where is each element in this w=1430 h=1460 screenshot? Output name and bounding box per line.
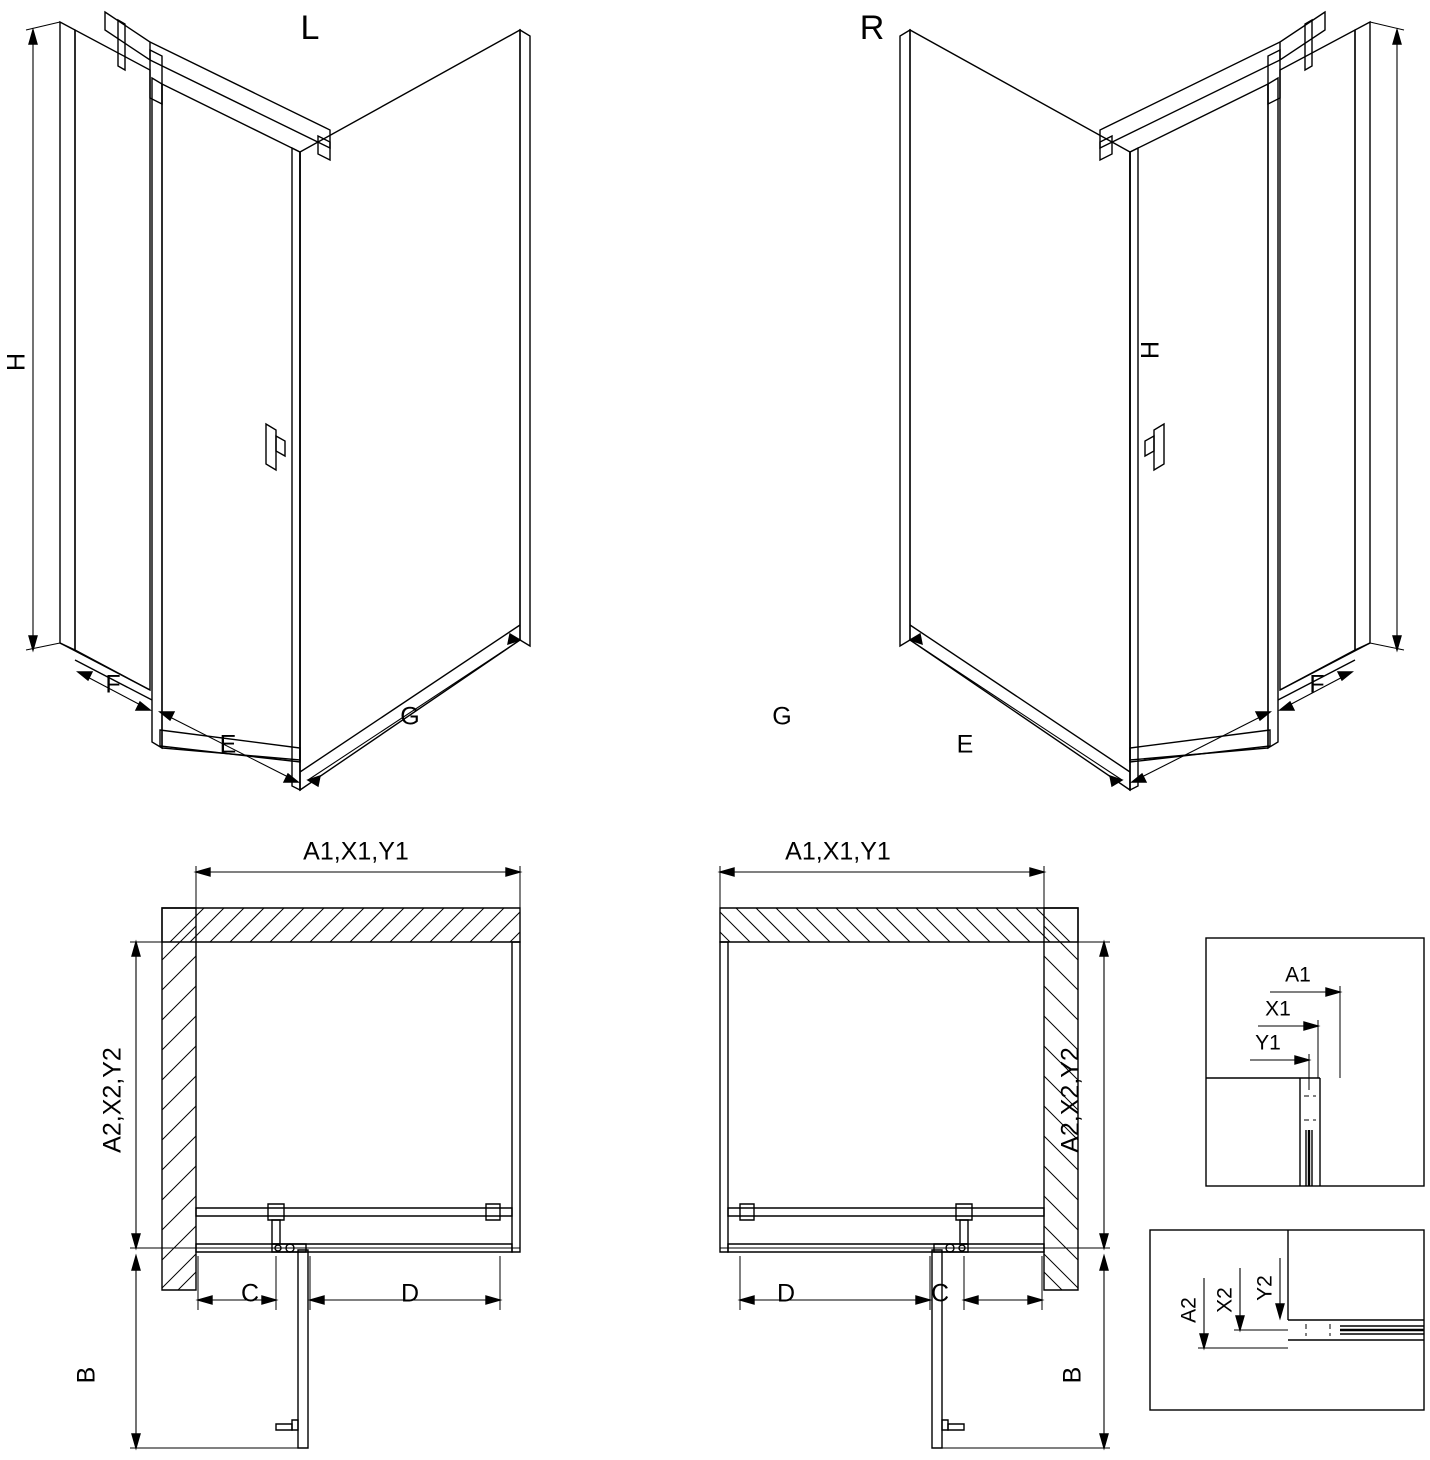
iso-right-return-edge — [900, 30, 910, 646]
iso-right-corner-post — [1130, 148, 1138, 790]
plan-right-connector-2 — [740, 1204, 754, 1220]
iso-right-rail-bracket-1 — [1305, 20, 1312, 70]
plan-left-wall-hatch — [162, 908, 520, 1290]
plan-right-fixed-panel — [720, 942, 728, 1252]
title-left: L — [300, 8, 320, 47]
detail-bottom-label-a2: A2 — [1177, 1297, 1201, 1323]
iso-left-rail-bracket-1 — [118, 20, 125, 70]
iso-left-wall-profile — [60, 22, 75, 650]
plan-right-label-a2: A2,X2,Y2 — [1056, 1047, 1085, 1153]
iso-left-dim-h-ext-top — [26, 22, 60, 30]
title-right: R — [859, 8, 885, 47]
iso-right-handle-grip — [1145, 436, 1154, 456]
iso-left-dim-h-arrow-top — [29, 30, 37, 44]
plan-right-wall-hatch — [720, 908, 1078, 1290]
plan-left-dim-a2-arrow-2 — [132, 1234, 140, 1248]
iso-left-side-panel — [75, 30, 150, 690]
plan-left-label-c: C — [240, 1279, 260, 1308]
plan-left-dim-a1-arrow-2 — [506, 868, 520, 876]
plan-left-connector-2 — [486, 1204, 500, 1220]
iso-right-top-rail-end — [1280, 12, 1325, 60]
iso-left-dim-e-arrow-2 — [284, 774, 298, 782]
iso-right-dim-g-arrow-1 — [1110, 776, 1122, 786]
iso-right-dim-e-line — [1132, 712, 1270, 782]
plan-right-dim-a1-arrow-1 — [1030, 868, 1044, 876]
detail-bottom-dim-x2-arrow — [1236, 1316, 1244, 1330]
plan-right-label-c: C — [930, 1279, 950, 1308]
iso-right-door-stile — [1268, 78, 1278, 748]
iso-left-return-panel — [300, 30, 520, 790]
detail-bottom-dim-a2-arrow — [1200, 1334, 1208, 1348]
iso-right-door-bottom-rail — [1130, 730, 1270, 762]
iso-right-dim-g-line — [910, 640, 1122, 780]
plan-left-dim-d-arrow-1 — [310, 1296, 324, 1304]
iso-right-view — [900, 12, 1404, 790]
plan-left-door-handle-bar — [276, 1424, 292, 1430]
detail-top-label-y1: Y1 — [1255, 1031, 1281, 1055]
iso-right-door-glass — [1130, 84, 1268, 760]
plan-right-door-handle-bar — [948, 1424, 964, 1430]
plan-left-connector-stem — [272, 1220, 280, 1244]
iso-left-top-rail-end — [105, 12, 150, 60]
iso-left-door-handle — [266, 424, 276, 470]
iso-left-return-edge — [520, 30, 530, 646]
iso-right-dim-h-ext-top — [1370, 22, 1404, 30]
iso-left-view — [26, 12, 530, 790]
iso-left-label-e: E — [219, 730, 237, 759]
drawing-labels — [3, 9, 1325, 1383]
iso-right-dim-g-arrow-2 — [910, 634, 922, 644]
plan-right-label-a1: A1,X1,Y1 — [785, 837, 891, 866]
detail-bottom-dim-y2-arrow — [1276, 1304, 1284, 1318]
plan-left-dim-c-arrow-1 — [198, 1296, 212, 1304]
iso-right-base-line-1 — [1280, 643, 1370, 690]
plan-right-dim-d-arrow-2 — [740, 1296, 754, 1304]
iso-right-dim-h-arrow-top — [1393, 30, 1401, 44]
detail-top-dim-y1-arrow — [1295, 1056, 1309, 1064]
plan-left-label-a1: A1,X1,Y1 — [303, 837, 409, 866]
iso-right-door-handle — [1154, 424, 1164, 470]
iso-right-return-panel — [910, 30, 1130, 790]
iso-right-dim-e-arrow-2 — [1132, 774, 1146, 782]
plan-right-dim-b-arrow-1 — [1100, 1256, 1108, 1270]
iso-left-label-f: F — [105, 670, 121, 699]
iso-left-label-g: G — [400, 702, 420, 731]
plan-right-glass-horizontal — [728, 1208, 1044, 1216]
plan-right-dim-b-arrow-2 — [1100, 1434, 1108, 1448]
iso-right-side-panel — [1280, 30, 1355, 690]
plan-left-dim-a2-arrow-1 — [132, 942, 140, 956]
plan-left-wall-side — [162, 908, 196, 1290]
plan-left-dim-c-arrow-2 — [262, 1296, 276, 1304]
plan-left-view — [130, 866, 520, 1448]
iso-left-dim-g-arrow-2 — [508, 634, 520, 644]
detail-top-dim-a1-arrow — [1326, 988, 1340, 996]
plan-left-label-a2: A2,X2,Y2 — [98, 1047, 127, 1153]
plan-right-dim-a1-arrow-2 — [720, 868, 734, 876]
plan-right-label-b: B — [1058, 1366, 1087, 1384]
detail-bottom-label-y2: Y2 — [1253, 1275, 1277, 1301]
detail-top-label-a1: A1 — [1285, 963, 1311, 987]
plan-left-fixed-panel — [512, 942, 520, 1252]
iso-left-door-stile — [152, 78, 162, 748]
plan-right-view — [720, 866, 1110, 1448]
plan-left-dim-d-arrow-2 — [486, 1296, 500, 1304]
plan-left-label-b: B — [72, 1366, 101, 1384]
plan-left-door-leaf — [298, 1250, 308, 1448]
detail-top-view — [1206, 938, 1424, 1186]
detail-top-label-x1: X1 — [1265, 997, 1291, 1021]
iso-right-top-rail-front — [1100, 42, 1280, 148]
plan-left-dim-b-arrow-2 — [132, 1434, 140, 1448]
plan-left-label-d: D — [400, 1279, 420, 1308]
plan-left-dim-b-arrow-1 — [132, 1256, 140, 1270]
iso-left-dim-g-arrow-1 — [308, 776, 320, 786]
plan-right-dim-d-arrow-1 — [916, 1296, 930, 1304]
iso-right-label-h: H — [1136, 340, 1165, 360]
iso-right-return-base — [910, 625, 1130, 772]
iso-right-label-g: G — [772, 702, 792, 731]
plan-right-dim-c-arrow-2 — [964, 1296, 978, 1304]
iso-left-rail-bracket-3 — [318, 136, 330, 160]
iso-right-wall-profile — [1355, 22, 1370, 650]
detail-top-dim-x1-arrow — [1304, 1022, 1318, 1030]
plan-left-door-handle — [292, 1420, 298, 1430]
iso-left-label-h: H — [2, 352, 31, 372]
plan-right-door-handle — [942, 1420, 948, 1430]
detail-top-frame — [1206, 938, 1424, 1186]
iso-left-return-base — [300, 625, 520, 772]
plan-right-label-d: D — [776, 1279, 796, 1308]
plan-left-connector-1 — [268, 1204, 284, 1220]
plan-left-dim-a1-arrow-1 — [196, 868, 210, 876]
iso-left-door-glass — [162, 84, 300, 760]
plan-right-connector-1 — [956, 1204, 972, 1220]
plan-right-dim-a2-arrow-2 — [1100, 1234, 1108, 1248]
plan-left-glass-horizontal — [196, 1208, 512, 1216]
detail-bottom-label-x2: X2 — [1213, 1287, 1237, 1313]
plan-right-connector-stem — [960, 1220, 968, 1244]
plan-right-dim-c-arrow-1 — [1028, 1296, 1042, 1304]
plan-right-dim-a2-arrow-1 — [1100, 942, 1108, 956]
iso-right-rail-bracket-3 — [1100, 136, 1112, 160]
iso-left-top-rail-front — [150, 42, 330, 148]
iso-right-label-f: F — [1309, 670, 1325, 699]
iso-right-label-e: E — [956, 730, 974, 759]
iso-left-handle-grip — [276, 436, 285, 456]
iso-left-corner-post — [292, 148, 300, 790]
